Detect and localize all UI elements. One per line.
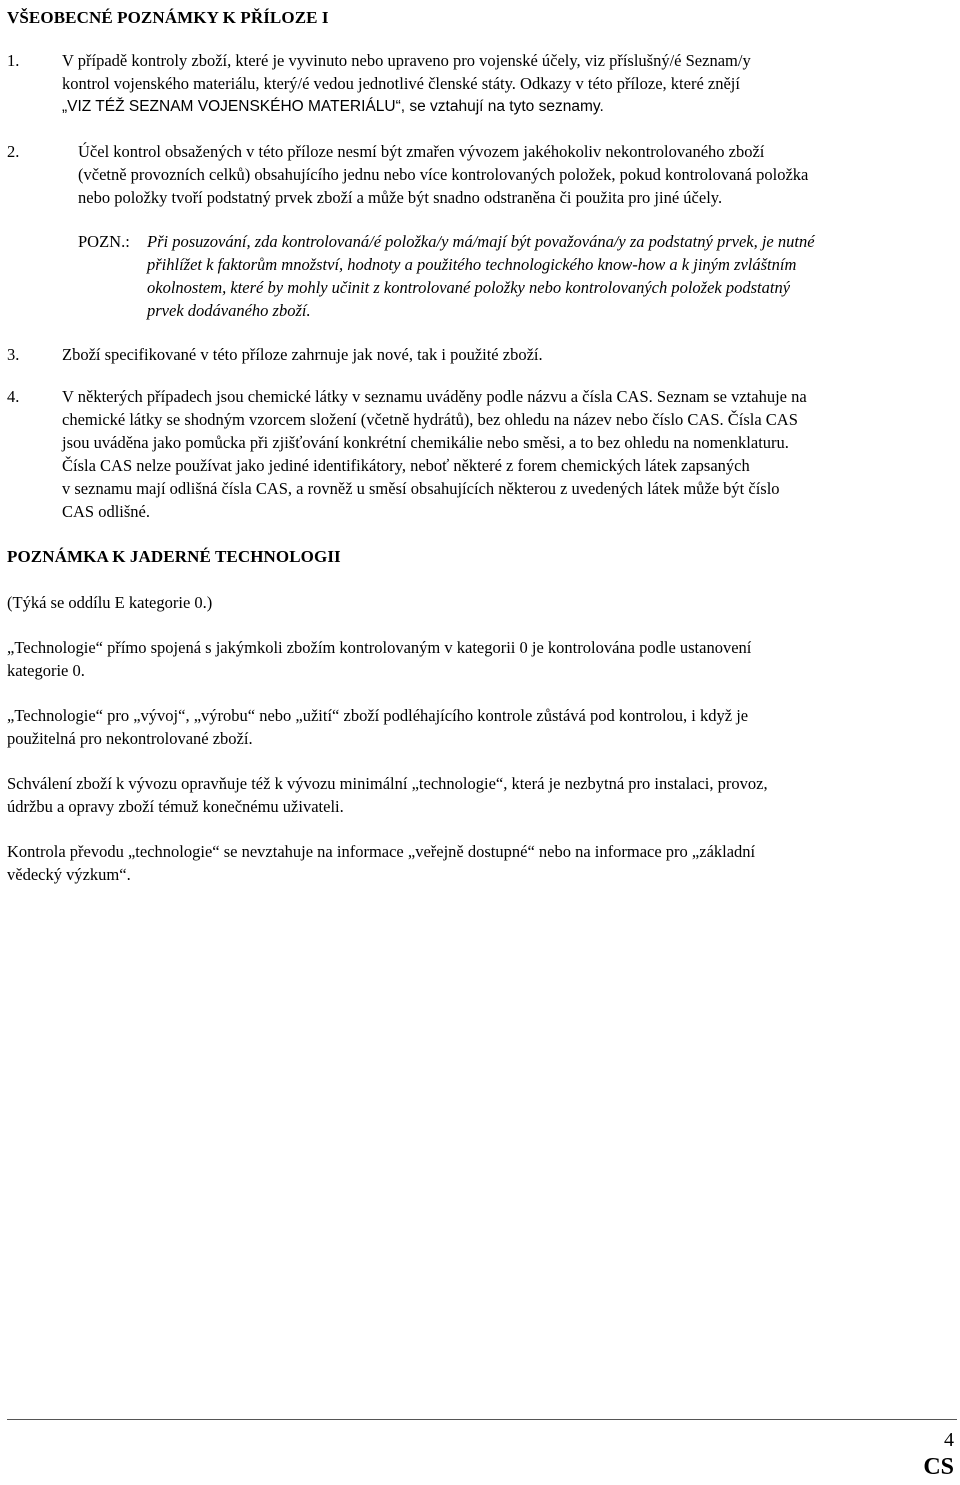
item-number: 2. (7, 142, 20, 161)
text-line: použitelná pro nekontrolované zboží. (7, 729, 253, 748)
text-line: Čísla CAS nelze používat jako jediné identifikátory, neboť některé z forem chemických látek zapsaných (62, 456, 750, 475)
text-line: (Týká se oddílu E kategorie 0.) (7, 593, 213, 612)
language-code: CS (923, 1454, 954, 1480)
text-line: „VIZ TÉŽ SEZNAM VOJENSKÉHO MATERIÁLU“, se vztahují na tyto seznamy. (62, 98, 604, 115)
page-number: 4 (944, 1429, 954, 1451)
footer-divider (7, 1419, 957, 1420)
text-line: „Technologie“ přímo spojená s jakýmkoli zbožím kontrolovaným v kategorii 0 je kontrolována podle ustanovení (7, 638, 752, 657)
text-line: kategorie 0. (7, 661, 85, 680)
text-line: přihlížet k faktorům množství, hodnoty a použitého technologického know-how a k jiným zvláštním (147, 255, 797, 274)
item-2-text (78, 140, 954, 209)
text-line: „Technologie“ pro „vývoj“, „výrobu“ nebo „užití“ zboží podléhajícího kontrole zůstává pod kontrolou, i když je (7, 706, 749, 725)
text-line: V některých případech jsou chemické látky v seznamu uváděny podle názvu a čísla CAS. Seznam se vztahuje na (62, 387, 807, 406)
text-line: chemické látky se shodným vzorcem složení (včetně hydrátů), bez ohledu na název nebo číslo CAS. Čísla CAS (62, 410, 798, 429)
text-line: (včetně provozních celků) obsahujícího jednu nebo více kontrolovaných položek, pokud kontrolovaná položka (78, 165, 809, 184)
text-line: Účel kontrol obsažených v této příloze nesmí být zmařen vývozem jakéhokoliv nekontrolovaného zboží (78, 142, 765, 161)
item-number: 1. (7, 51, 20, 70)
item-1-text (62, 49, 954, 118)
text-line: Schválení zboží k vývozu opravňuje též k vývozu minimální „technologie“, která je nezbytná pro instalaci, provoz, (7, 774, 768, 793)
text-line: V případě kontroly zboží, které je vyvinuto nebo upraveno pro vojenské účely, viz příslušný/é Seznam/y (62, 51, 751, 70)
text-line: prvek dodávaného zboží. (147, 301, 311, 320)
text-line: jsou uváděna jako pomůcka při zjišťování konkrétní chemikálie nebo směsi, a to bez ohledu na nomenklaturu. (62, 433, 789, 452)
text-line: CAS odlišné. (62, 502, 151, 521)
text-line: v seznamu mají odlišná čísla CAS, a rovněž u směsí obsahujících některou z uvedených látek může být číslo (62, 479, 780, 498)
item-number: 3. (7, 345, 20, 364)
item-number: 4. (7, 387, 20, 406)
text-line: Kontrola převodu „technologie“ se nevztahuje na informace „veřejně dostupné“ nebo na informace pro „základní (7, 842, 756, 861)
item-4-text (62, 385, 954, 523)
text-line: Při posuzování, zda kontrolovaná/é položka/y má/mají být považována/y za podstatný prvek, je nutné (147, 232, 815, 251)
paragraph (7, 704, 952, 750)
paragraph (7, 591, 952, 614)
text-line: okolnostem, které by mohly učinit z kontrolované položky nebo kontrolovaných položek podstatný (147, 278, 791, 297)
paragraph (7, 636, 952, 682)
text-line: Zboží specifikované v této příloze zahrnuje jak nové, tak i použité zboží. (62, 345, 543, 364)
text-line: údržbu a opravy zboží témuž konečnému uživateli. (7, 797, 344, 816)
text-line: vědecký výzkum“. (7, 865, 131, 884)
text-line: kontrol vojenského materiálu, který/é vedou jednotlivé členské státy. Odkazy v této příloze, které znějí (62, 74, 740, 93)
paragraph (7, 772, 952, 818)
note-label: POZN.: (78, 232, 130, 251)
note-text (147, 230, 952, 322)
section-heading: POZNÁMKA K JADERNÉ TECHNOLOGII (7, 547, 341, 566)
text-line: nebo položky tvoří podstatný prvek zboží a může být snadno odstraněna či použita pro jiné účely. (78, 188, 723, 207)
paragraph (7, 840, 952, 886)
item-3-text (62, 343, 954, 366)
page-heading: VŠEOBECNÉ POZNÁMKY K PŘÍLOZE I (7, 8, 329, 27)
